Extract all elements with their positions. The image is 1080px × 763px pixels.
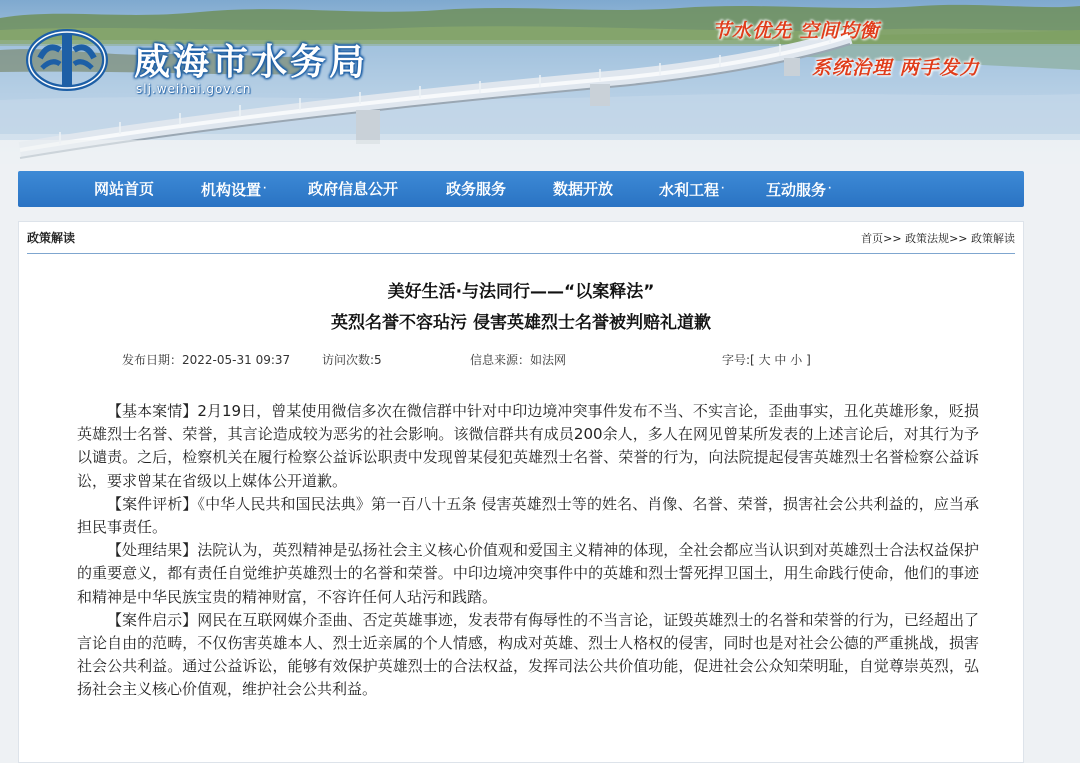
visit-count (322, 351, 382, 368)
nav-item-label: 政府信息公开 (308, 180, 399, 198)
info-source-value: 如法网 (530, 353, 567, 367)
dropdown-marker-icon: · (828, 184, 832, 194)
nav-item-open-data[interactable] (553, 171, 613, 207)
breadcrumb-current[interactable]: 政策解读 (971, 232, 1015, 245)
article-paragraph-lessons: 【案件启示】网民在互联网媒介歪曲、否定英雄事迹，发表带有侮辱性的不当言论，证毁英雄烈士的名誉和荣誉的行为，已经超出了言论自由的范畴，不仅伤害英雄本人、烈士近亲属的个人情感，构成对英雄、烈士人格权的侵害，同时也是对社会公德的严重挑战，损害社会公共利益。通过公益诉讼，能够有效保护英雄烈士的合法权益，发挥司法公共价值功能，促进社会公众知荣明耻，自觉尊崇英烈，弘扬社会主义核心价值观，维护社会公共利益。 (77, 610, 979, 699)
breadcrumb-policy[interactable]: 政策法规 (905, 232, 950, 245)
font-size-medium-button[interactable]: 中 (774, 353, 787, 367)
content-panel (18, 221, 1024, 763)
site-banner (0, 0, 1080, 172)
site-name[interactable]: 威海市水务局 (134, 41, 369, 83)
breadcrumb-separator: >> (883, 232, 902, 245)
breadcrumb-home[interactable]: 首页 (861, 232, 884, 245)
nav-item-label: 数据开放 (553, 180, 614, 198)
font-size-label: 字号: (722, 353, 751, 367)
font-size-large-button[interactable]: 大 (758, 353, 771, 367)
breadcrumb (861, 230, 1015, 246)
section-divider (27, 253, 1015, 254)
main-nav (18, 171, 1024, 207)
section-title: 政策解读 (27, 231, 76, 245)
nav-item-gov-services[interactable] (446, 171, 506, 207)
article-paragraph-analysis: 【案件评析】《中华人民共和国民法典》第一百八十五条 侵害英雄烈士等的姓名、肖像、名誉、荣誉，损害社会公共利益的，应当承担民事责任。 (77, 494, 979, 537)
slogan-line-2: 系统治理 两手发力 (812, 57, 980, 79)
article-body (77, 400, 979, 702)
font-size-small-button[interactable]: 小 (790, 353, 803, 367)
water-bureau-emblem-icon (26, 28, 108, 92)
article-paragraph-result: 【处理结果】法院认为，英烈精神是弘扬社会主义核心价值观和爱国主义精神的体现，全社会都应当认识到对英雄烈士合法权益保护的重要意义，都有责任自觉维护英雄烈士的名誉和荣誉。中印边境冲突事件中的英雄和烈士誓死捍卫国土，用生命践行使命，他们的事迹和精神是中华民族宝贵的精神财富，不容许任何人玷污和践踏。 (77, 541, 979, 606)
nav-item-label: 政务服务 (446, 180, 507, 198)
site-domain: slj.weihai.gov.cn (136, 82, 252, 96)
article-paragraph-basic-facts: 【基本案情】2月19日，曾某使用微信多次在微信群中针对中印边境冲突事件发布不当、不实言论，歪曲事实，丑化英雄形象，贬损英雄烈士名誉、荣誉，其言论造成较为恶劣的社会影响。该微信群共有成员200余人，多人在网见曾某所发表的上述言论后，对其行为予以谴责。之后，检察机关在履行检察公益诉讼职责中发现曾某侵犯英雄烈士名誉、荣誉的行为，向法院提起侵害英雄烈士名誉检察公益诉讼，要求曾某在省级以上媒体公开道歉。 (77, 402, 979, 490)
publish-date-label: 发布日期： (122, 353, 183, 367)
slogan-line-1: 节水优先 空间均衡 (712, 20, 880, 42)
dropdown-marker-icon: · (263, 184, 267, 194)
nav-item-interaction[interactable] (766, 171, 831, 207)
nav-item-water-projects[interactable] (659, 171, 724, 207)
info-source-label: 信息来源： (470, 353, 531, 367)
visit-count-label: 访问次数: (322, 353, 375, 367)
info-source (470, 351, 566, 368)
font-size-control (722, 351, 811, 368)
dropdown-marker-icon: · (721, 184, 725, 194)
nav-item-label: 网站首页 (94, 180, 155, 198)
publish-date-value: 2022-05-31 09:37 (182, 353, 291, 367)
nav-item-label: 水利工程 (659, 181, 720, 199)
breadcrumb-separator: >> (949, 232, 968, 245)
visit-count-value: 5 (374, 353, 382, 367)
nav-item-organization[interactable] (201, 171, 266, 207)
article-title-line-1: 美好生活·与法同行——“以案释法” (387, 282, 655, 302)
nav-item-label: 互动服务 (766, 181, 827, 199)
nav-item-label: 机构设置 (201, 181, 262, 199)
article-title-line-2: 英烈名誉不容玷污 侵害英雄烈士名誉被判赔礼道歉 (331, 313, 711, 333)
nav-item-home[interactable] (94, 171, 154, 207)
nav-item-gov-info[interactable] (308, 171, 398, 207)
font-size-bracket-open: [ (750, 353, 755, 367)
publish-date (122, 351, 290, 368)
font-size-bracket-close: ] (806, 353, 811, 367)
